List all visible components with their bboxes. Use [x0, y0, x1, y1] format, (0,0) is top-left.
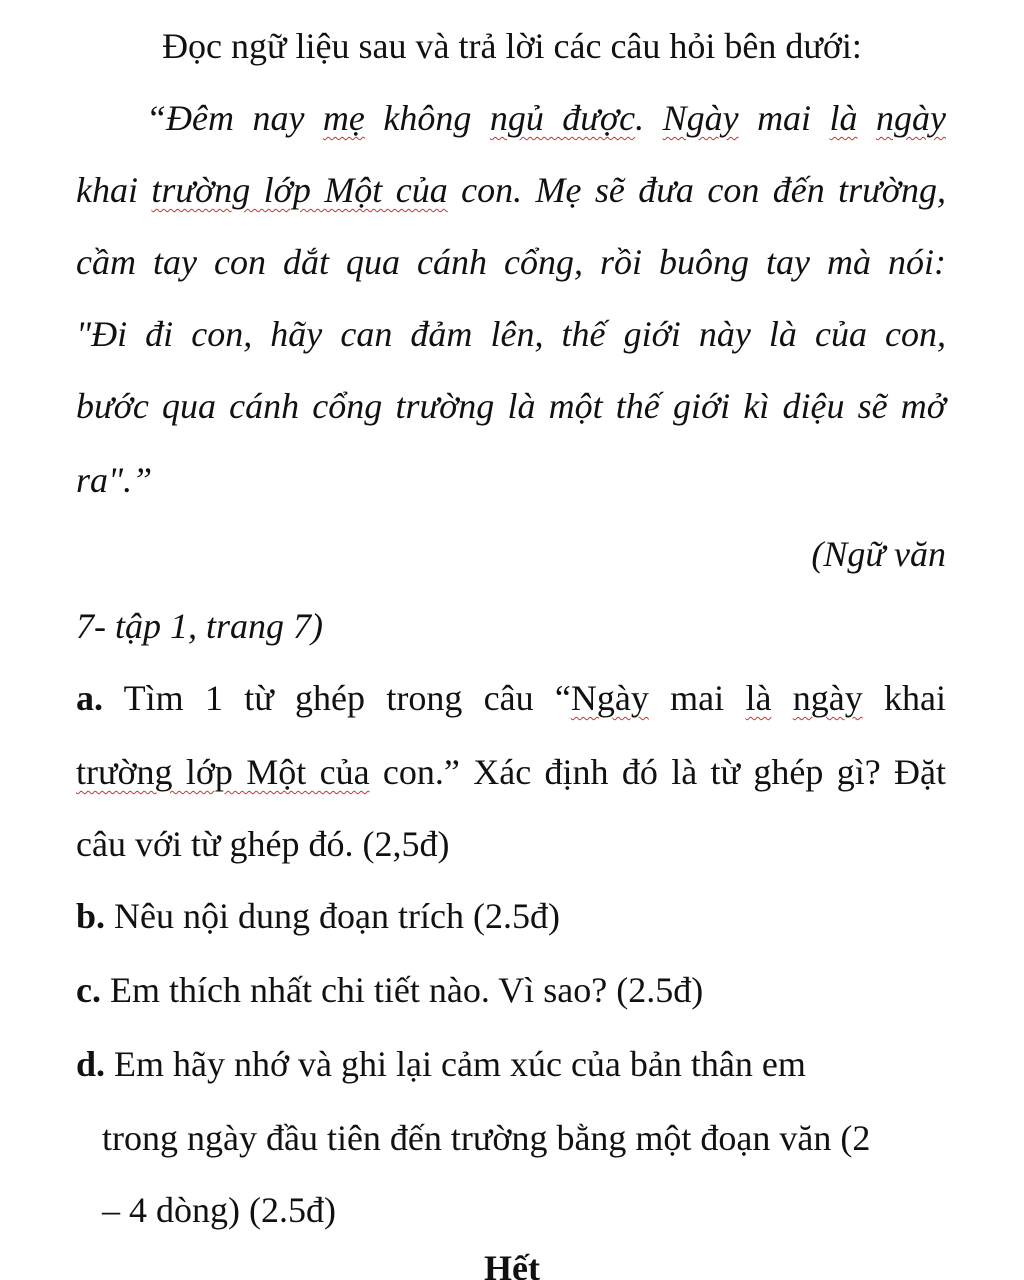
- spell-flag: ngủ được: [489, 98, 636, 138]
- question-a-label: a.: [76, 678, 103, 718]
- question-text: Nêu nội dung đoạn trích (2.5đ): [105, 896, 560, 936]
- question-d-line-1: [76, 1042, 806, 1086]
- spell-flag: là: [745, 678, 772, 718]
- passage-line-5: bước qua cánh cổng trường là một thế giới kì diệu sẽ mở: [76, 386, 946, 426]
- source-line-1: (Ngữ văn: [811, 534, 946, 574]
- passage-line-2: [76, 168, 946, 212]
- question-text: [771, 678, 792, 718]
- question-text: khai: [862, 678, 947, 718]
- passage-line-4: "Đi đi con, hãy can đảm lên, thế giới này là của con,: [76, 314, 946, 354]
- spell-flag: trường lớp Một của: [76, 752, 370, 792]
- question-b-label: b.: [76, 896, 106, 936]
- passage-text: .: [635, 98, 663, 138]
- question-text: Em thích nhất chi tiết nào. Vì sao? (2.5đ): [100, 970, 704, 1010]
- passage-text: con. Mẹ sẽ đưa con đến trường,: [447, 170, 947, 210]
- question-text: Em hãy nhớ và ghi lại cảm xúc của bản thân em: [105, 1044, 806, 1084]
- passage-line-3: cầm tay con dắt qua cánh cổng, rồi buông tay mà nói:: [76, 242, 946, 282]
- spell-flag: ngày: [792, 678, 863, 718]
- passage-text: khai: [76, 170, 152, 210]
- passage-line-1: [146, 96, 946, 140]
- question-text: Tìm 1 từ ghép trong câu “: [103, 678, 571, 718]
- spell-flag: Ngày: [662, 98, 739, 138]
- question-a-line-1: [76, 676, 946, 720]
- question-c: [76, 968, 703, 1012]
- spell-flag: mẹ: [322, 98, 365, 138]
- passage-text: “Đêm nay: [146, 98, 323, 138]
- question-b: [76, 894, 560, 938]
- question-d-line-2: trong ngày đầu tiên đến trường bằng một đoạn văn (2: [102, 1118, 871, 1158]
- question-d-line-3: – 4 dòng) (2.5đ): [102, 1190, 336, 1230]
- spell-flag: ngày: [876, 98, 946, 138]
- passage-text: [858, 98, 876, 138]
- question-a-line-3: câu với từ ghép đó. (2,5đ): [76, 824, 450, 864]
- passage-line-6: ra".”: [76, 460, 153, 500]
- passage-text: không: [364, 98, 490, 138]
- question-text: mai: [648, 678, 746, 718]
- spell-flag: là: [829, 98, 858, 138]
- heading: Đọc ngữ liệu sau và trả lời các câu hỏi bên dưới:: [162, 26, 862, 66]
- question-a-line-2: [76, 750, 946, 794]
- question-c-label: c.: [76, 970, 101, 1010]
- passage-text: mai: [738, 98, 830, 138]
- spell-flag: trường lớp Một của: [151, 170, 448, 210]
- question-d-label: d.: [76, 1044, 106, 1084]
- spell-flag: Ngày: [570, 678, 649, 718]
- source-line-2: 7- tập 1, trang 7): [76, 606, 323, 646]
- end-mark: Hết: [484, 1248, 540, 1280]
- question-text: con.” Xác định đó là từ ghép gì? Đặt: [369, 752, 946, 792]
